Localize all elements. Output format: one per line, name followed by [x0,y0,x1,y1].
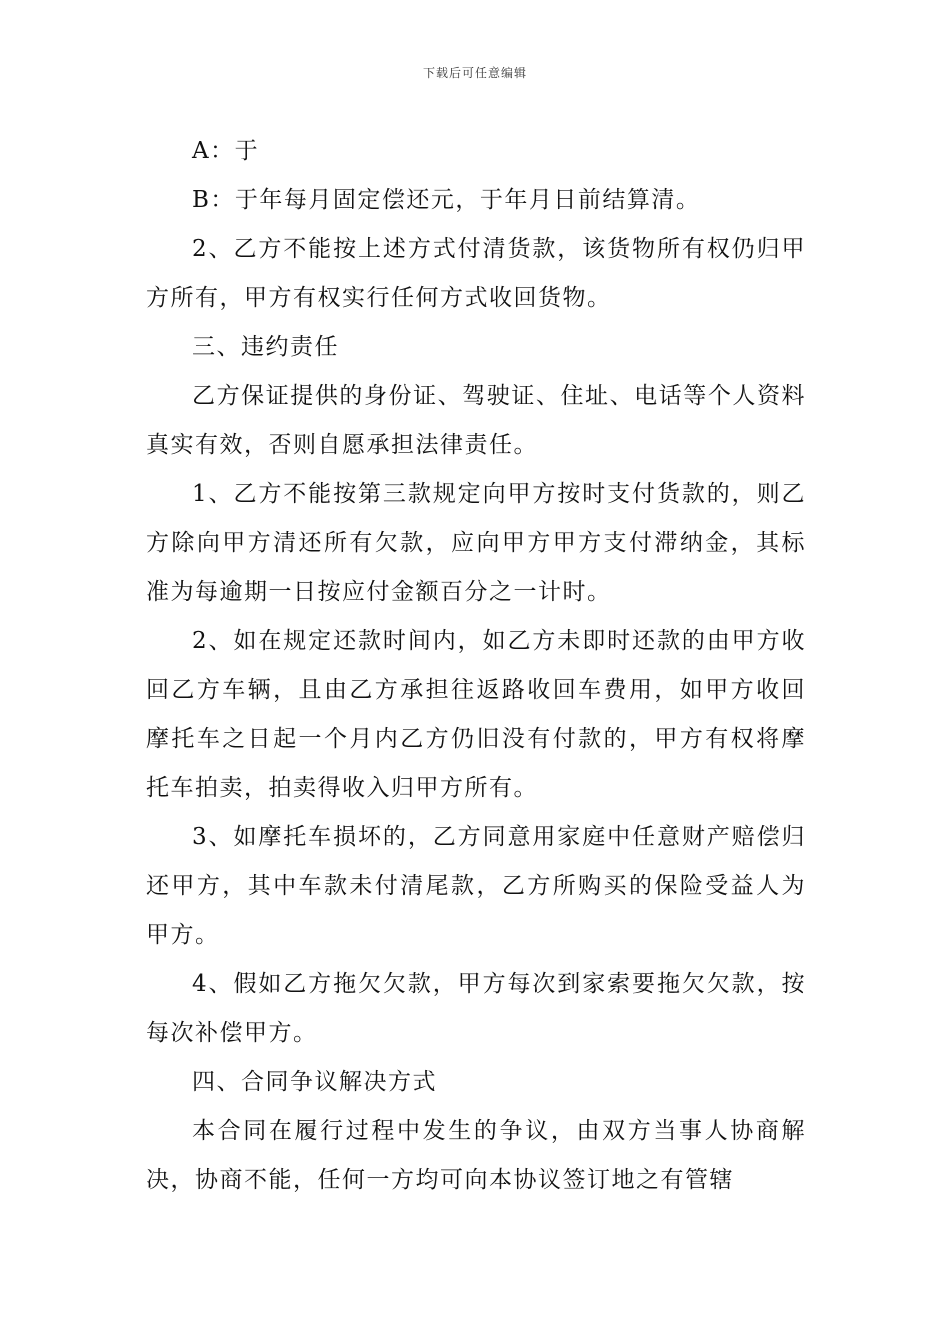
paragraph-dispute-resolution: 本合同在履行过程中发生的争议，由双方当事人协商解决，协商不能，任何一方均可向本协议签订地之有管辖 [146,1118,806,1193]
paragraph-info-guarantee: 乙方保证提供的身份证、驾驶证、住址、电话等个人资料真实有效，否则自愿承担法律责任。 [146,383,806,458]
paragraph-late-fee: 1、乙方不能按第三款规定向甲方按时支付货款的，则乙方除向甲方清还所有欠款，应向甲方甲方支付滞纳金，其标准为每逾期一日按应付金额百分之一计时。 [146,481,806,605]
paragraph-repossession: 2、如在规定还款时间内，如乙方未即时还款的由甲方收回乙方车辆，且由乙方承担往返路收回车费用，如甲方收回摩托车之日起一个月内乙方仍旧没有付款的，甲方有权将摩托车拍卖，拍卖得收入归甲方所有。 [146,628,806,801]
paragraph-option-b: B：于年每月固定偿还元，于年月日前结算清。 [192,187,701,213]
paragraph-damage: 3、如摩托车损坏的，乙方同意用家庭中任意财产赔偿归还甲方，其中车款未付清尾款，乙方所购买的保险受益人为甲方。 [146,824,806,948]
paragraph-ownership-clause: 2、乙方不能按上述方式付清货款，该货物所有权仍归甲方所有，甲方有权实行任何方式收回货物。 [146,236,806,311]
paragraph-option-a: A：于 [192,138,260,164]
section-heading-breach: 三、违约责任 [192,334,339,360]
document-body [146,127,806,1205]
page-header: 下载后可任意编辑 [422,66,527,80]
section-heading-dispute: 四、合同争议解决方式 [192,1069,437,1095]
paragraph-arrears: 4、假如乙方拖欠欠款，甲方每次到家索要拖欠欠款，按每次补偿甲方。 [146,971,806,1046]
